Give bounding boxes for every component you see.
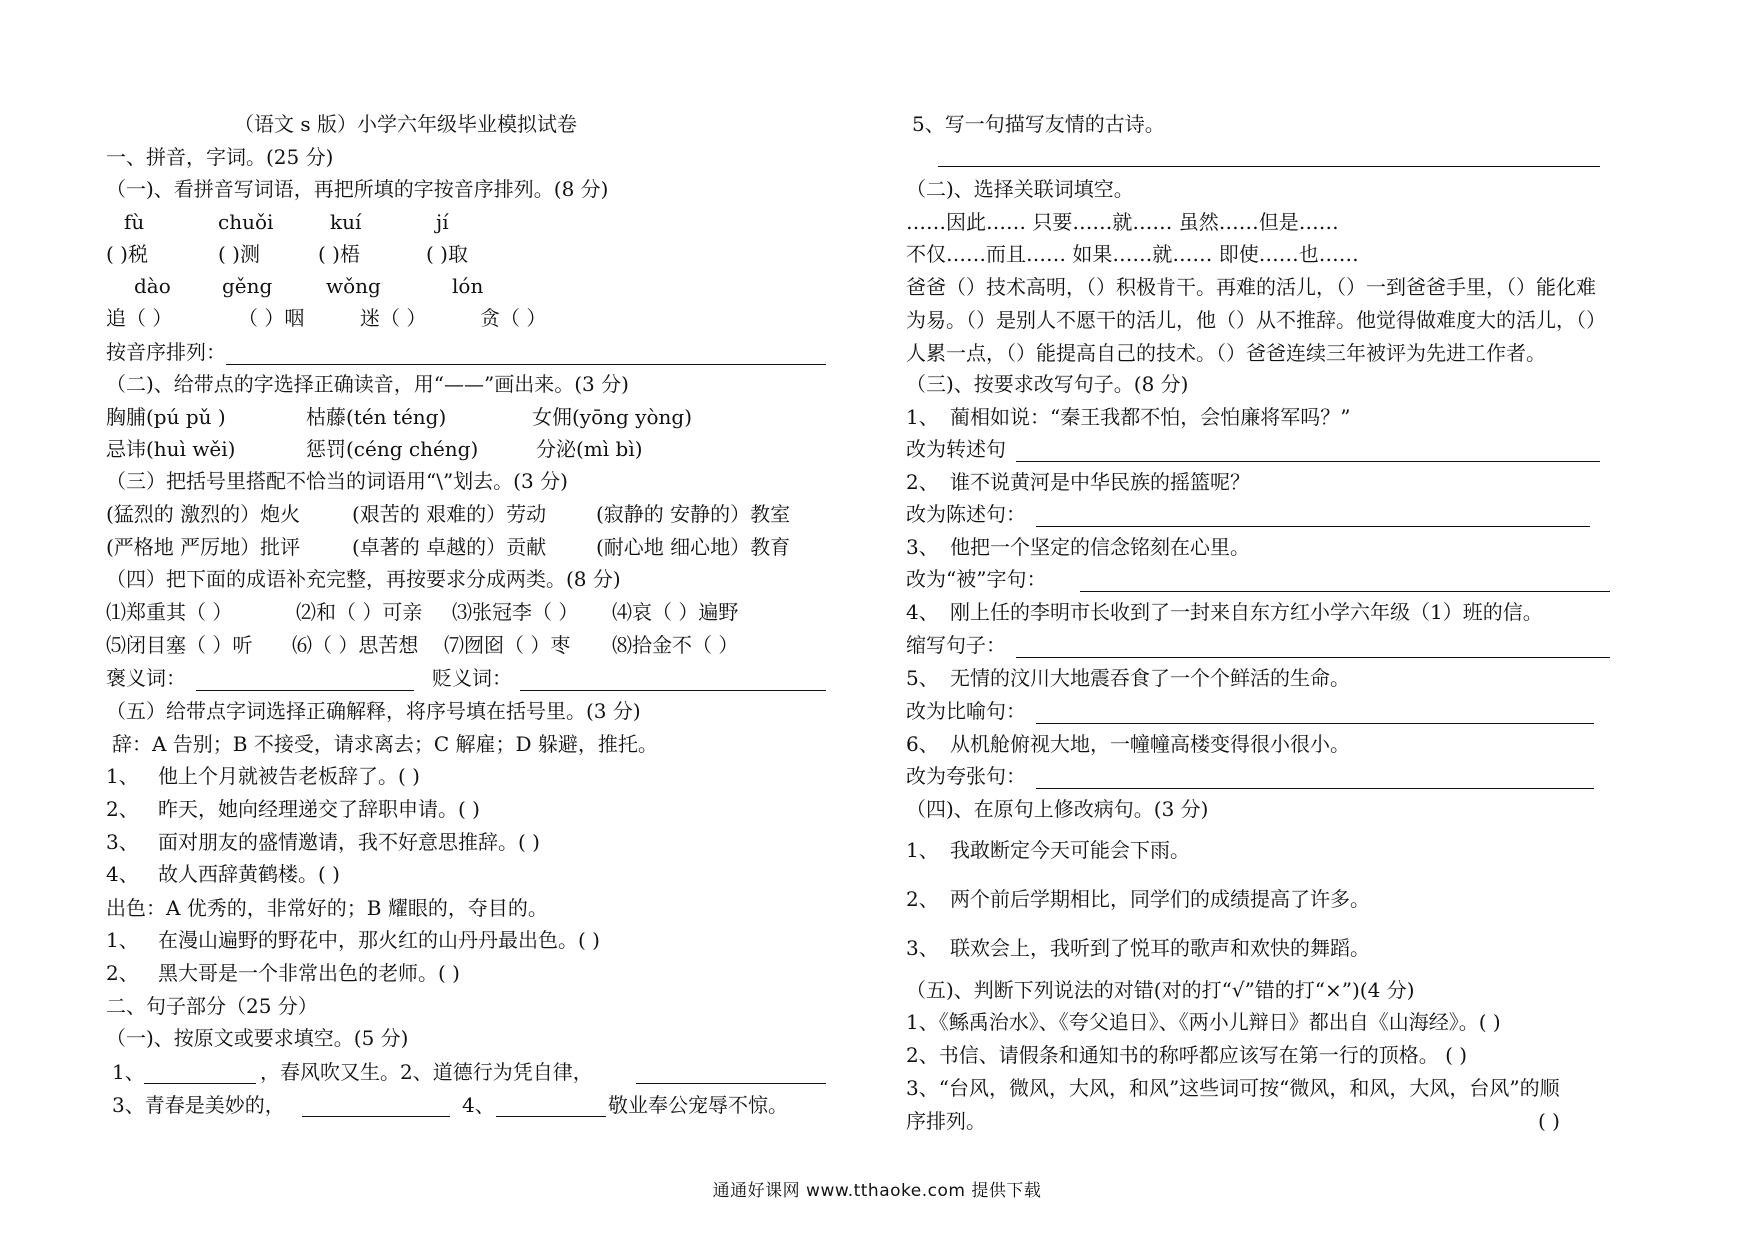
item-number: 1、 — [906, 405, 939, 429]
pinyin: wǒng — [326, 274, 381, 298]
part2-heading: 二、句子部分（25 分） — [106, 994, 318, 1018]
reading-item: 胸脯(pú pǔ ) — [106, 405, 226, 429]
idiom-item: ⑺囫囵（ ）枣 — [444, 633, 571, 657]
rewrite-label-5: 改为比喻句： — [906, 699, 1026, 723]
judge-item-2: 2、书信、请假条和通知书的称呼都应该写在第一行的顶格。 ( ) — [906, 1043, 1468, 1067]
item-number: 3、 — [106, 830, 139, 854]
judge-item-1: 1、《鲧禹治水》、《夸父追日》、《两小儿辩日》都出自《山海经》。( ) — [906, 1010, 1501, 1034]
pinyin: gěng — [222, 274, 273, 298]
item-number: 2、 — [106, 797, 139, 821]
s5-heading: （五）给带点字词选择正确解释，将序号填在括号里。(3 分) — [106, 699, 641, 723]
poem-answer-line[interactable] — [938, 166, 1600, 167]
item-number: 2、 — [906, 887, 939, 911]
pinyin: fù — [124, 210, 145, 234]
item-number: 6、 — [906, 732, 939, 756]
negative-label: 贬义词： — [432, 666, 512, 690]
char-blank: 贪（ ） — [480, 306, 547, 330]
item-text: 在漫山遍野的野花中，那火红的山丹丹最出色。( ) — [158, 928, 600, 952]
rewrite-label-6: 改为夸张句： — [906, 764, 1026, 788]
answer-paren: ( ) — [1538, 1109, 1560, 1133]
rewrite-answer-line-2[interactable] — [1036, 526, 1590, 527]
r-s5-heading: （五)、判断下列说法的对错(对的打“√”错的打“×”)(4 分) — [906, 978, 1415, 1002]
chuse-definition: 出色：A 优秀的，非常好的；B 耀眼的，夺目的。 — [106, 896, 548, 920]
item-number: 2、 — [906, 470, 939, 494]
fill-blank-3[interactable] — [302, 1116, 450, 1117]
char-blank: ( )取 — [426, 242, 468, 266]
r-s2-heading: （二)、选择关联词填空。 — [906, 177, 1134, 201]
pinyin: lón — [452, 274, 484, 298]
char-blank: ( )梧 — [318, 242, 360, 266]
item-number: 1、 — [106, 764, 139, 788]
rewrite-label-4: 缩写句子： — [906, 633, 1006, 657]
part1-heading: 一、拼音，字词。(25 分) — [106, 145, 334, 169]
item-text: 他把一个坚定的信念铭刻在心里。 — [950, 535, 1250, 559]
pinyin: dào — [134, 274, 171, 298]
fill-text: ，春风吹又生。2、道德行为凭自律， — [260, 1060, 593, 1084]
s2-heading: （二)、给带点的字选择正确读音，用“——”画出来。(3 分) — [106, 372, 629, 396]
rewrite-answer-line-1[interactable] — [1016, 461, 1600, 462]
item-text: 刚上任的李明市长收到了一封来自东方红小学六年级（1）班的信。 — [950, 600, 1543, 624]
item-text: 联欢会上，我听到了悦耳的歌声和欢快的舞蹈。 — [950, 936, 1370, 960]
item-text: 从机舱俯视大地，一幢幢高楼变得很小很小。 — [950, 732, 1350, 756]
item-text: 两个前后学期相比，同学们的成绩提高了许多。 — [950, 887, 1370, 911]
item-text: 序排列。 — [906, 1109, 986, 1133]
conjunction-para-2: 为易。（）是别人不愿干的活儿，他（）从不推辞。他觉得做难度大的活儿，（） — [906, 308, 1606, 332]
collocation-item: (艰苦的 艰难的）劳动 — [352, 502, 547, 526]
r-s4-heading: （四)、在原句上修改病句。(3 分) — [906, 797, 1209, 821]
item-number: 1、 — [112, 1060, 145, 1084]
item-number: 3、 — [906, 535, 939, 559]
judge-item-3: 3、“台风，微风，大风，和风”这些词可按“微风，和风，大风，台风”的顺 — [906, 1076, 1560, 1100]
char-blank: （ ）咽 — [238, 306, 305, 330]
positive-label: 褒义词： — [106, 666, 186, 690]
conjunction-row-1: ……因此…… 只要……就…… 虽然……但是…… — [906, 210, 1339, 234]
reading-item: 忌讳(huì wěi) — [106, 437, 236, 461]
fill-blank-1[interactable] — [144, 1083, 256, 1084]
collocation-item: (卓著的 卓越的）贡献 — [352, 535, 547, 559]
s1-heading: （一)、看拼音写词语，再把所填的字按音序排列。(8 分) — [106, 177, 609, 201]
item-text: 面对朋友的盛情邀请，我不好意思推辞。( ) — [158, 830, 540, 854]
s6-heading: （一)、按原文或要求填空。(5 分) — [106, 1026, 409, 1050]
rewrite-label-3: 改为“被”字句： — [906, 567, 1047, 591]
fill-text: 3、青春是美妙的， — [112, 1093, 285, 1117]
item-text: 蔺相如说：“秦王我都不怕，会怕廉将军吗？” — [950, 405, 1351, 429]
item-text: 我敢断定今天可能会下雨。 — [950, 838, 1190, 862]
idiom-item: ⑸闭目塞（ ）听 — [106, 633, 253, 657]
char-blank: ( )测 — [218, 242, 260, 266]
item-text: 他上个月就被告老板辞了。( ) — [158, 764, 420, 788]
fill-blank-2[interactable] — [636, 1083, 826, 1084]
rewrite-label-1: 改为转述句 — [906, 437, 1006, 461]
order-label: 按音序排列： — [106, 340, 226, 364]
positive-answer-line[interactable] — [196, 690, 414, 691]
order-answer-line[interactable] — [226, 364, 826, 365]
char-blank: 迷（ ） — [360, 306, 427, 330]
ci-definition: 辞：A 告别；B 不接受，请求离去；C 解雇；D 躲避，推托。 — [112, 732, 658, 756]
char-blank: ( )税 — [106, 242, 148, 266]
s3-heading: （三）把括号里搭配不恰当的词语用“\”划去。(3 分) — [106, 469, 568, 493]
rewrite-answer-line-4[interactable] — [1016, 657, 1610, 658]
reading-item: 女佣(yōng yòng) — [532, 405, 693, 429]
item-number: 4、 — [462, 1093, 495, 1117]
collocation-item: (严格地 严厉地）批评 — [106, 535, 301, 559]
pinyin: kuí — [330, 210, 362, 234]
rewrite-label-2: 改为陈述句： — [906, 502, 1026, 526]
fill-blank-4[interactable] — [496, 1116, 606, 1117]
idiom-item: ⑹（ ）思苦想 — [292, 633, 419, 657]
collocation-item: (猛烈的 激烈的）炮火 — [106, 502, 301, 526]
collocation-item: (寂静的 安静的）教室 — [596, 502, 791, 526]
pinyin: chuǒi — [218, 210, 274, 234]
reading-item: 分泌(mì bì) — [536, 437, 643, 461]
idiom-item: ⑴郑重其（ ） — [106, 600, 233, 624]
item-number: 5、 — [906, 666, 939, 690]
idiom-item: ⑶张冠李（ ） — [452, 600, 579, 624]
item-number: 2、 — [106, 961, 139, 985]
item-number: 4、 — [906, 600, 939, 624]
item-text: 故人西辞黄鹤楼。( ) — [158, 862, 340, 886]
conjunction-para-3: 人累一点，（）能提高自己的技术。（）爸爸连续三年被评为先进工作者。 — [906, 341, 1546, 365]
item-text: 黑大哥是一个非常出色的老师。( ) — [158, 961, 460, 985]
item-number: 1、 — [906, 838, 939, 862]
fill-text: 敬业奉公宠辱不惊。 — [608, 1093, 788, 1117]
item-text: 无情的汶川大地震吞食了一个个鲜活的生命。 — [950, 666, 1350, 690]
item-text: 谁不说黄河是中华民族的摇篮呢？ — [950, 470, 1250, 494]
r-s3-heading: （三)、按要求改写句子。(8 分) — [906, 372, 1189, 396]
rewrite-answer-line-3[interactable] — [1080, 591, 1610, 592]
exam-title: （语文 s 版）小学六年级毕业模拟试卷 — [234, 112, 577, 136]
reading-item: 枯藤(tén téng) — [306, 405, 447, 429]
negative-answer-line[interactable] — [520, 690, 826, 691]
idiom-item: ⑷哀（ ）遍野 — [612, 600, 739, 624]
char-blank: 追（ ） — [106, 306, 173, 330]
footer-source: 通通好课网 www.tthaoke.com 提供下载 — [712, 1181, 1042, 1201]
conjunction-para-1: 爸爸（）技术高明，（）积极肯干。再难的活儿，（）一到爸爸手里，（）能化难 — [906, 275, 1596, 299]
idiom-item: ⑵和（ ）可亲 — [296, 600, 423, 624]
s4-heading: （四）把下面的成语补充完整，再按要求分成两类。(8 分) — [106, 567, 621, 591]
reading-item: 惩罚(céng chéng) — [306, 437, 479, 461]
item-number: 4、 — [106, 862, 139, 886]
idiom-item: ⑻拾金不（ ） — [612, 633, 739, 657]
rewrite-answer-line-6[interactable] — [1036, 788, 1594, 789]
conjunction-row-2: 不仅……而且…… 如果……就…… 即使……也…… — [906, 242, 1359, 266]
rewrite-answer-line-5[interactable] — [1036, 723, 1594, 724]
item-text: 昨天，她向经理递交了辞职申请。( ) — [158, 797, 480, 821]
poem-question: 5、写一句描写友情的古诗。 — [912, 112, 1165, 136]
collocation-item: (耐心地 细心地）教育 — [596, 535, 791, 559]
pinyin: jí — [436, 210, 449, 234]
item-number: 3、 — [906, 936, 939, 960]
item-number: 1、 — [106, 928, 139, 952]
